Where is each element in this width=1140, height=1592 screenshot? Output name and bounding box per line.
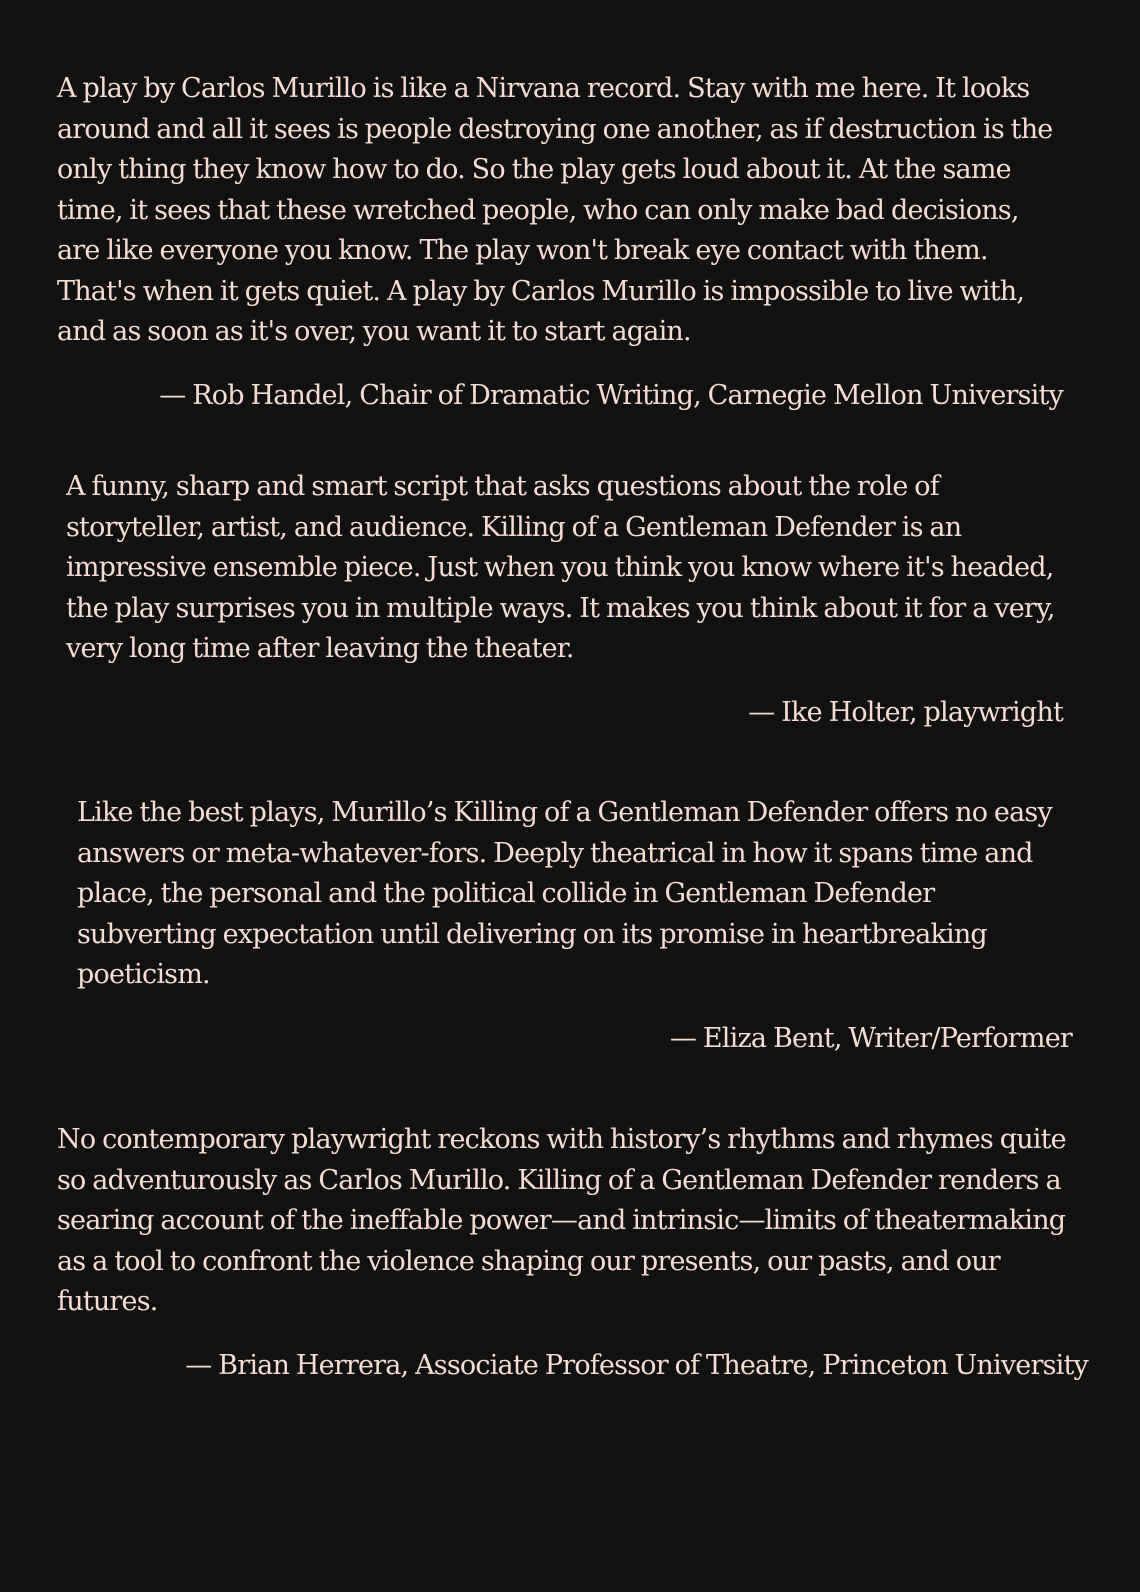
- testimonial-quote: A funny, sharp and smart script that asks questions about the role of storyteller, artist, and audience. Killing of a Gentleman Defender is an impressive ensemble piece. Just when you think you know where it's headed, the play surprises you in multiple ways. It makes you think about it for a very, very long time after leaving the theater.: [66, 471, 1055, 664]
- testimonial-ike-holter: [66, 467, 1063, 733]
- testimonial-attribution: — Ike Holter, playwright: [748, 696, 1063, 728]
- testimonial-attribution: — Brian Herrera, Associate Professor of Theatre, Princeton University: [185, 1349, 1088, 1381]
- testimonial-eliza-bent: [77, 793, 1072, 1059]
- testimonial-quote: Like the best plays, Murillo’s Killing of a Gentleman Defender offers no easy answers or meta-whatever-fors. Deeply theatrical in how it spans time and place, the personal and the political collide in Gentleman Defender subverting expectation until delivering on its promise in heartbreaking poeticism.: [77, 797, 1052, 990]
- testimonial-brian-herrera: [57, 1120, 1088, 1386]
- testimonial-rob-handel: [57, 69, 1063, 416]
- testimonial-attribution: — Eliza Bent, Writer/Performer: [669, 1022, 1072, 1054]
- testimonial-quote: A play by Carlos Murillo is like a Nirvana record. Stay with me here. It looks around and all it sees is people destroying one another, as if destruction is the only thing they know how to do. So the play gets loud about it. At the same time, it sees that these wretched people, who can only make bad decisions, are like everyone you know. The play won't break eye contact with them. That's when it gets quiet. A play by Carlos Murillo is impossible to live with, and as soon as it's over, you want it to start again.: [57, 73, 1053, 347]
- testimonial-quote: No contemporary playwright reckons with history’s rhythms and rhymes quite so adventurously as Carlos Murillo. Killing of a Gentleman Defender renders a searing account of the ineffable power—and intrinsic—limits of theatermaking as a tool to confront the violence shaping our presents, our pasts, and our futures.: [57, 1124, 1066, 1317]
- testimonial-attribution: — Rob Handel, Chair of Dramatic Writing, Carnegie Mellon University: [159, 379, 1063, 411]
